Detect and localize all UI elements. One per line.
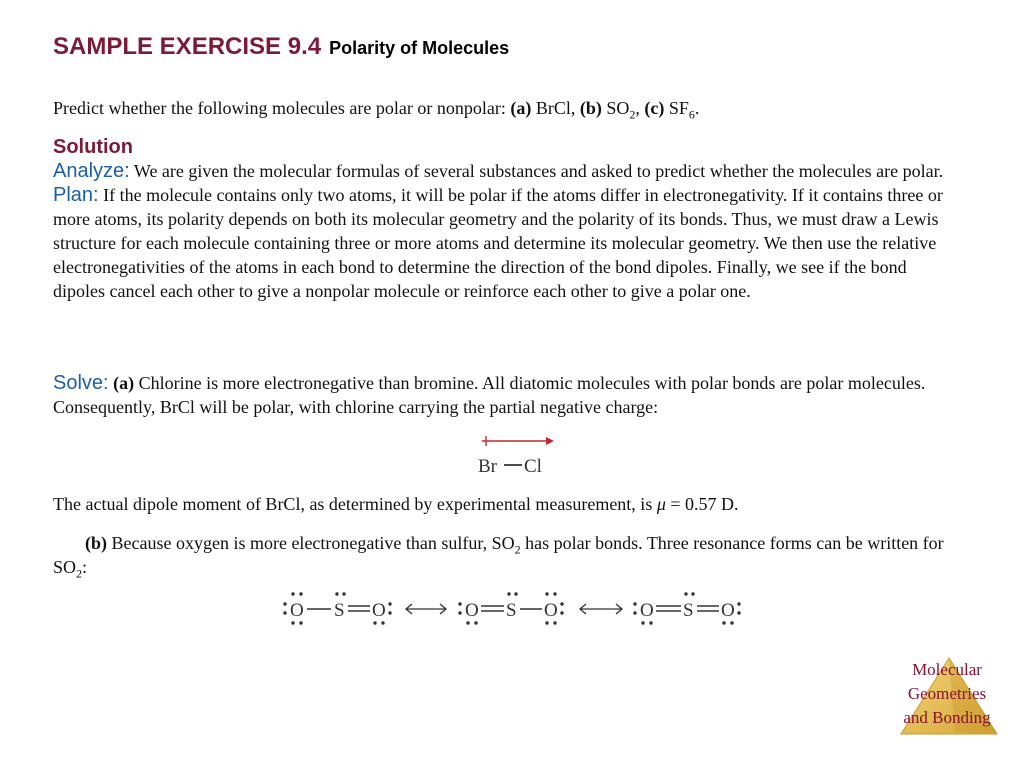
slide-title [53,33,509,61]
solution-heading: Solution [53,136,133,158]
solve-a-label: (a) [113,373,135,393]
oxygen-atom: O [544,600,558,621]
sulfur-atom: S [506,600,517,621]
part-b-text-2: has polar bonds. Three resonance forms can be written for SO [53,533,944,577]
part-b-text: SO [601,98,630,118]
chlorine-atom: Cl [524,456,542,477]
exercise-number: SAMPLE EXERCISE 9.4 [53,33,322,60]
mu-symbol: μ [656,494,666,514]
oxygen-atom: O [372,600,386,621]
problem-text: Predict whether the following molecules are polar or nonpolar: [53,98,511,118]
sulfur-atom: S [334,600,345,621]
dipole-moment-sentence [53,492,958,516]
solution-block [53,135,958,303]
period: . [694,98,700,118]
part-c-label: (c) [644,98,665,118]
oxygen-atom: O [721,600,735,621]
solve-paragraph [53,371,958,419]
part-b-sub-2: 2 [76,566,83,581]
dipole-text: The actual dipole moment of BrCl, as determined by experimental measurement, is [53,494,657,514]
chapter-title [893,658,1001,730]
separator: , [635,98,645,118]
so2-resonance-structures [278,588,748,630]
brcl-dipole-diagram [470,430,560,480]
chapter-logo [893,654,1008,739]
resonance-structure-3 [640,600,735,621]
part-b-sub-1: 2 [514,542,521,557]
resonance-structure-2 [465,600,558,621]
part-c-subscript: 6 [688,107,695,122]
chapter-title-line-1: Molecular [912,660,982,679]
solve-label: Solve: [53,372,109,394]
oxygen-atom: O [290,600,304,621]
part-b-paragraph [53,531,958,579]
part-a-label: (a) [510,98,532,118]
analyze-paragraph [53,159,958,183]
solve-a-text: Chlorine is more electronegative than bromine. All diatomic molecules with polar bonds are polar molecules. Consequently, BrCl will be polar, with chlorine carrying the partial negative charge: [53,373,926,417]
bromine-atom: Br [478,456,497,477]
oxygen-atom: O [640,600,654,621]
problem-statement [53,96,958,120]
part-a-text: BrCl, [531,98,580,118]
dipole-arrow [482,436,554,446]
part-b-text-3: : [82,557,88,577]
chapter-title-line-3: and Bonding [903,708,991,727]
part-b-subscript: 2 [629,107,636,122]
part-b-label: (b) [579,98,602,118]
part-b-solution-label: (b) [85,533,107,553]
part-b-text-1: Because oxygen is more electronegative than sulfur, SO [107,533,515,553]
oxygen-atom: O [465,600,479,621]
part-c-text: SF [664,98,689,118]
resonance-arrow-1 [406,604,446,614]
plan-label: Plan: [53,184,99,206]
chapter-title-line-2: Geometries [907,684,987,703]
resonance-arrow-2 [580,604,622,614]
analyze-text: We are given the molecular formulas of several substances and asked to predict whether the molecules are polar. [129,161,944,181]
sulfur-atom: S [683,600,694,621]
dipole-value: = 0.57 D. [665,494,739,514]
plan-text: If the molecule contains only two atoms, it will be polar if the atoms differ in electronegativity. If it contains three or more atoms, its polarity depends on both its molecular geometry and the polarity of its bonds. Thus, we must draw a Lewis structure for each molecule containing three or more atoms and determine its molecular geometry. We then use the relative electronegativities of the atoms in each bond to determine the direction of the bond dipoles. Finally, we see if the bond dipoles cancel each other to give a nonpolar molecule or reinforce each other to give a polar one. [53,185,943,301]
resonance-structure-1 [290,600,386,621]
exercise-topic: Polarity of Molecules [329,38,510,58]
plan-paragraph [53,183,958,303]
analyze-label: Analyze: [53,160,130,182]
